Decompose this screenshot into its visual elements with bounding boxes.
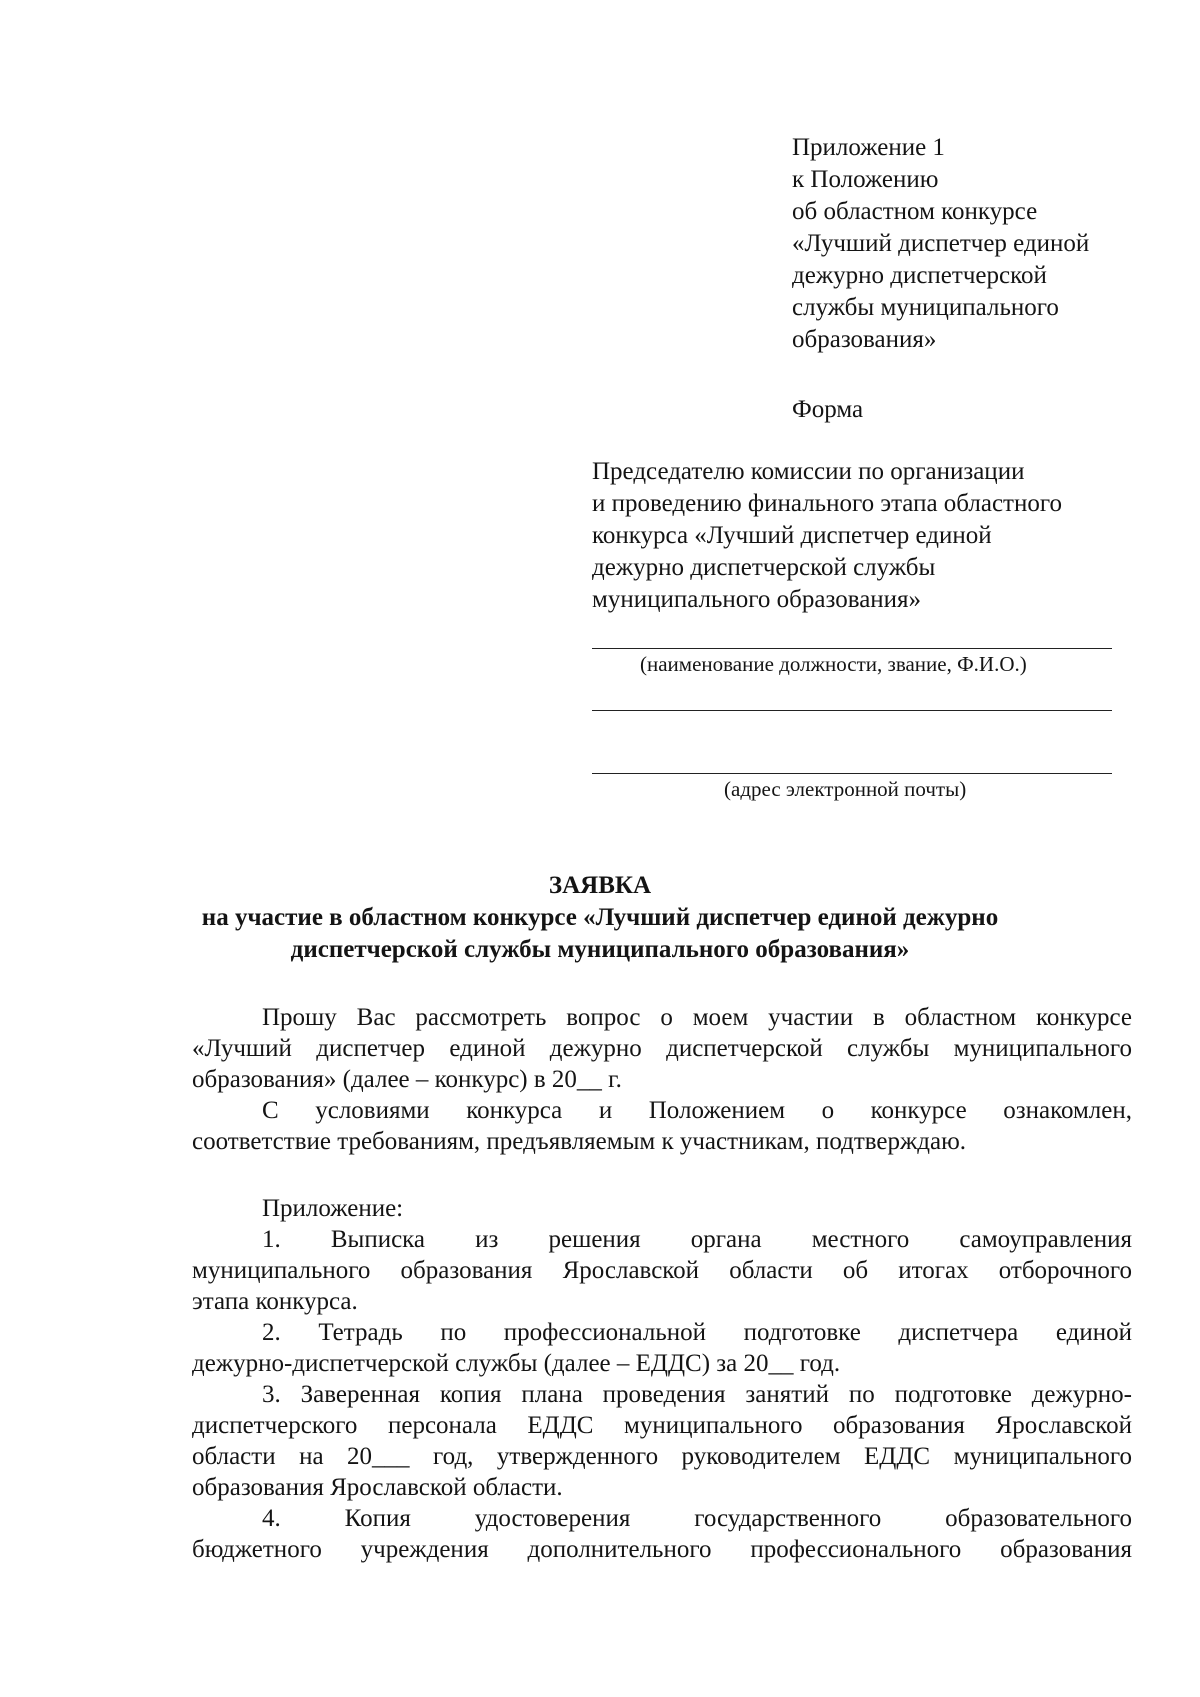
paragraph-line: образования» (далее – конкурс) в 20__ г. — [192, 1066, 622, 1093]
acknowledgement-paragraph — [192, 1095, 1132, 1157]
request-paragraph — [192, 1002, 1132, 1095]
addressee-line: конкурса «Лучший диспетчер единой — [592, 522, 992, 549]
paragraph-line: 3. Заверенная копия плана проведения занятий по подготовке дежурно- — [262, 1381, 1132, 1408]
paragraph-line: дежурно-диспетчерской службы (далее – ЕДДС) за 20__ год. — [192, 1350, 841, 1377]
position-fill-line-2 — [592, 710, 1112, 711]
attachment-item-4 — [192, 1503, 1132, 1565]
paragraph-line: «Лучший диспетчер единой дежурно диспетчерской службы муниципального — [192, 1035, 1132, 1062]
position-fill-line — [592, 648, 1112, 649]
email-caption: (адрес электронной почты) — [724, 777, 967, 801]
addressee-block — [592, 456, 1152, 616]
document-subtitle-line-1: на участие в областном конкурсе «Лучший диспетчер единой дежурно — [201, 904, 999, 931]
appendix-line: образования» — [792, 326, 937, 353]
addressee-line: Председателю комиссии по организации — [592, 458, 1025, 485]
paragraph-line: образования Ярославской области. — [192, 1474, 563, 1501]
attachments-label: Приложение: — [262, 1195, 404, 1222]
attachment-item-3 — [192, 1379, 1132, 1503]
form-label: Форма — [792, 396, 864, 423]
paragraph-line: соответствие требованиям, предъявляемым к участникам, подтверждаю. — [192, 1128, 967, 1155]
attachment-item-1 — [192, 1224, 1132, 1317]
addressee-line: и проведению финального этапа областного — [592, 490, 1062, 517]
document-subtitle-line-2: диспетчерской службы муниципального образования» — [290, 936, 910, 963]
addressee-line: муниципального образования» — [592, 586, 922, 613]
paragraph-line: этапа конкурса. — [192, 1288, 358, 1315]
document-heading: ЗАЯВКА — [548, 872, 652, 899]
paragraph-line: Прошу Вас рассмотреть вопрос о моем участии в областном конкурсе — [262, 1004, 1132, 1031]
appendix-line: об областном конкурсе — [792, 198, 1038, 225]
appendix-header — [792, 132, 1152, 356]
paragraph-line: 2. Тетрадь по профессиональной подготовке диспетчера единой — [262, 1319, 1132, 1346]
appendix-line: Приложение 1 — [792, 134, 945, 161]
email-fill-line — [592, 773, 1112, 774]
addressee-line: дежурно диспетчерской службы — [592, 554, 936, 581]
paragraph-line: 4. Копия удостоверения государственного образовательного — [262, 1505, 1132, 1532]
appendix-line: «Лучший диспетчер единой — [792, 230, 1090, 257]
attachments-label-block — [192, 1193, 1132, 1224]
paragraph-line: диспетчерского персонала ЕДДС муниципального образования Ярославской — [192, 1412, 1132, 1439]
appendix-line: службы муниципального — [792, 294, 1059, 321]
paragraph-line: муниципального образования Ярославской области об итогах отборочного — [192, 1257, 1132, 1284]
paragraph-line: области на 20___ год, утвержденного руководителем ЕДДС муниципального — [192, 1443, 1132, 1470]
paragraph-line: 1. Выписка из решения органа местного самоуправления — [262, 1226, 1132, 1253]
attachment-item-2 — [192, 1317, 1132, 1379]
paragraph-line: С условиями конкурса и Положением о конкурсе ознакомлен, — [262, 1097, 1132, 1124]
position-caption: (наименование должности, звание, Ф.И.О.) — [640, 652, 1027, 676]
paragraph-line: бюджетного учреждения дополнительного профессионального образования — [192, 1536, 1132, 1563]
appendix-line: дежурно диспетчерской — [792, 262, 1047, 289]
appendix-line: к Положению — [792, 166, 939, 193]
